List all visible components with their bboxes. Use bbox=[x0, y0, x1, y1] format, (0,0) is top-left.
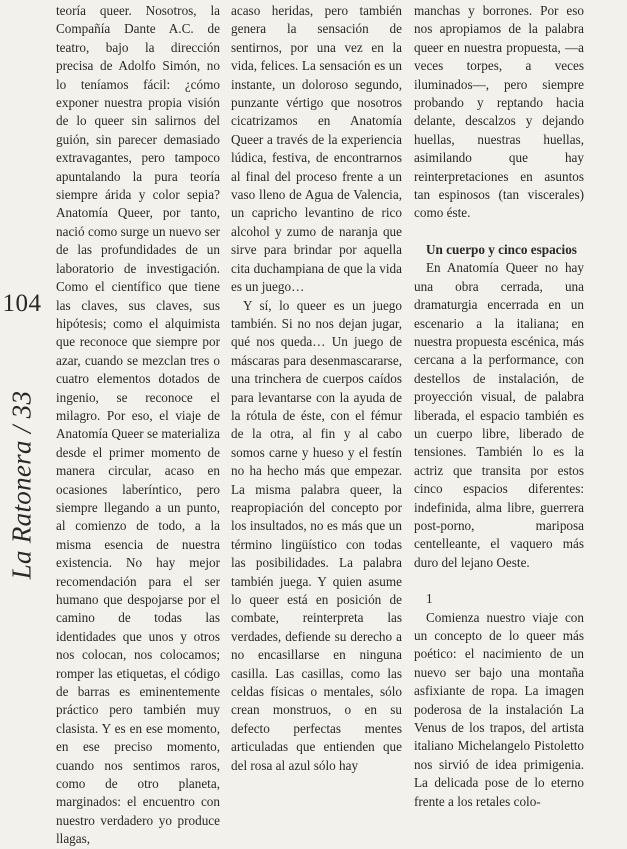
paragraph: En Anatomía Queer no hay una obra cerrada, una dramaturgia encerrada en un escenario a la italiana; en nuestra propuesta escénica, más cercana a la performance, con destellos de instalación, de proyección visual, de palabra liberada, el espacio también es un cuerpo libre, liberado de tensiones. También lo es la actriz que transita por estos cinco espacios diferentes: indefinida, alma libre, guerrera post-porno, mariposa centelleante, el vaquero más duro del lejano Oeste. bbox=[414, 260, 584, 570]
column-3 bbox=[414, 2, 584, 811]
running-head-text: La Ratonera / 33 bbox=[6, 390, 37, 580]
paragraph: Y sí, lo queer es un juego también. Si no nos dejan jugar, qué nos queda… Un juego de máscaras para desenmascararse, una trinchera de cuerpos caídos para levantarse con la ayuda de la rótula de éste, con el fémur de la otra, al fin y al cabo somos carne y hueso y el festín no ha hecho más que empezar. La misma palabra queer, la reapropiación del concepto por los insultados, no es más que un término lingüístico con todas las posibilidades. La palabra también juega. Y quien asume lo queer está en posición de combate, reinterpreta las verdades, defiende su derecho a no encasillarse en ninguna casilla. Las casillas, como las celdas físicas o mentales, sólo crean monstruos, o en su defecto perfectas mentes articuladas que entienden que del rosa al azul sólo hay bbox=[231, 297, 402, 773]
column-2 bbox=[231, 2, 402, 775]
section-heading: Un cuerpo y cinco espacios bbox=[426, 241, 577, 257]
running-head bbox=[4, 360, 40, 610]
paragraph: teoría queer. Nosotros, la Compañía Dante A.C. de teatro, bajo la dirección precisa de Adolfo Simón, no lo teníamos fácil: ¿cómo exponer nuestra propia visión de lo queer sin salirnos del guión, sin parecer demasiado extravagantes, pero tampoco apuntalando la pura teoría siempre árida y color sepia? Anatomía Queer, por tanto, nació como surge un nuevo ser de las profundidades de un laboratorio de investigación. Como el científico que tiene las claves, sus claves, sus hipótesis; como el alquimista que reconoce que siempre por azar, cuando se mezclan tres o cuatro elementos dotados de ingenio, se reconoce el milagro. Por eso, el viaje de Anatomía Queer se materializa desde el primer momento de manera circular, acaso en ocasiones laberíntico, pero siempre llegando a un punto, al comienzo de todo, a la misma esencia de nuestra existencia. No hay mejor recomendación para el ser humano que despojarse por el camino de todas las identidades que unos y otros nos colocan, nos colocamos; romper las etiquetas, el código de barras es eminentemente práctico pero también muy clasista. Y es en ese momento, en ese preciso momento, cuando nos sentimos raros, como de otro planeta, marginados: el encuentro con nuestro verdadero yo produce llagas, bbox=[56, 3, 220, 847]
section-number: 1 bbox=[426, 591, 433, 607]
page-number: 104 bbox=[2, 290, 42, 317]
paragraph: manchas y borrones. Por eso nos apropiamos de la palabra queer en nuestra propuesta, —a veces torpes, a veces iluminados—, pero siempre probando y reptando hacia delante, descalzos y dejando huellas, nuestras huellas, asimilando que hay reinterpretaciones en asuntos tan espinosos (tan viscerales) como éste. bbox=[414, 3, 584, 221]
column-1 bbox=[56, 2, 220, 849]
paragraph: acaso heridas, pero también genera la sensación de sentirnos, por una vez en la vida, felices. La sensación es un instante, un doloroso segundo, punzante vértigo que nosotros cicatrizamos en Anatomía Queer a través de la experiencia lúdica, festiva, de encontrarnos al final del proceso frente a un vaso lleno de Agua de Valencia, un capricho levantino de rico alcohol y zumo de naranja que sirve para brindar por aquella cita duchampiana de que la vida es un juego… bbox=[231, 3, 402, 295]
paragraph: Comienza nuestro viaje con un concepto de lo queer más poético: el nacimiento de un nuevo ser bajo una montaña asfixiante de ropa. La imagen poderosa de la instalación La Venus de los trapos, del artista italiano Michelangelo Pistoletto nos sirvió de idea primigenia. La delicada pose de lo eterno frente a los retales colo- bbox=[414, 609, 584, 809]
